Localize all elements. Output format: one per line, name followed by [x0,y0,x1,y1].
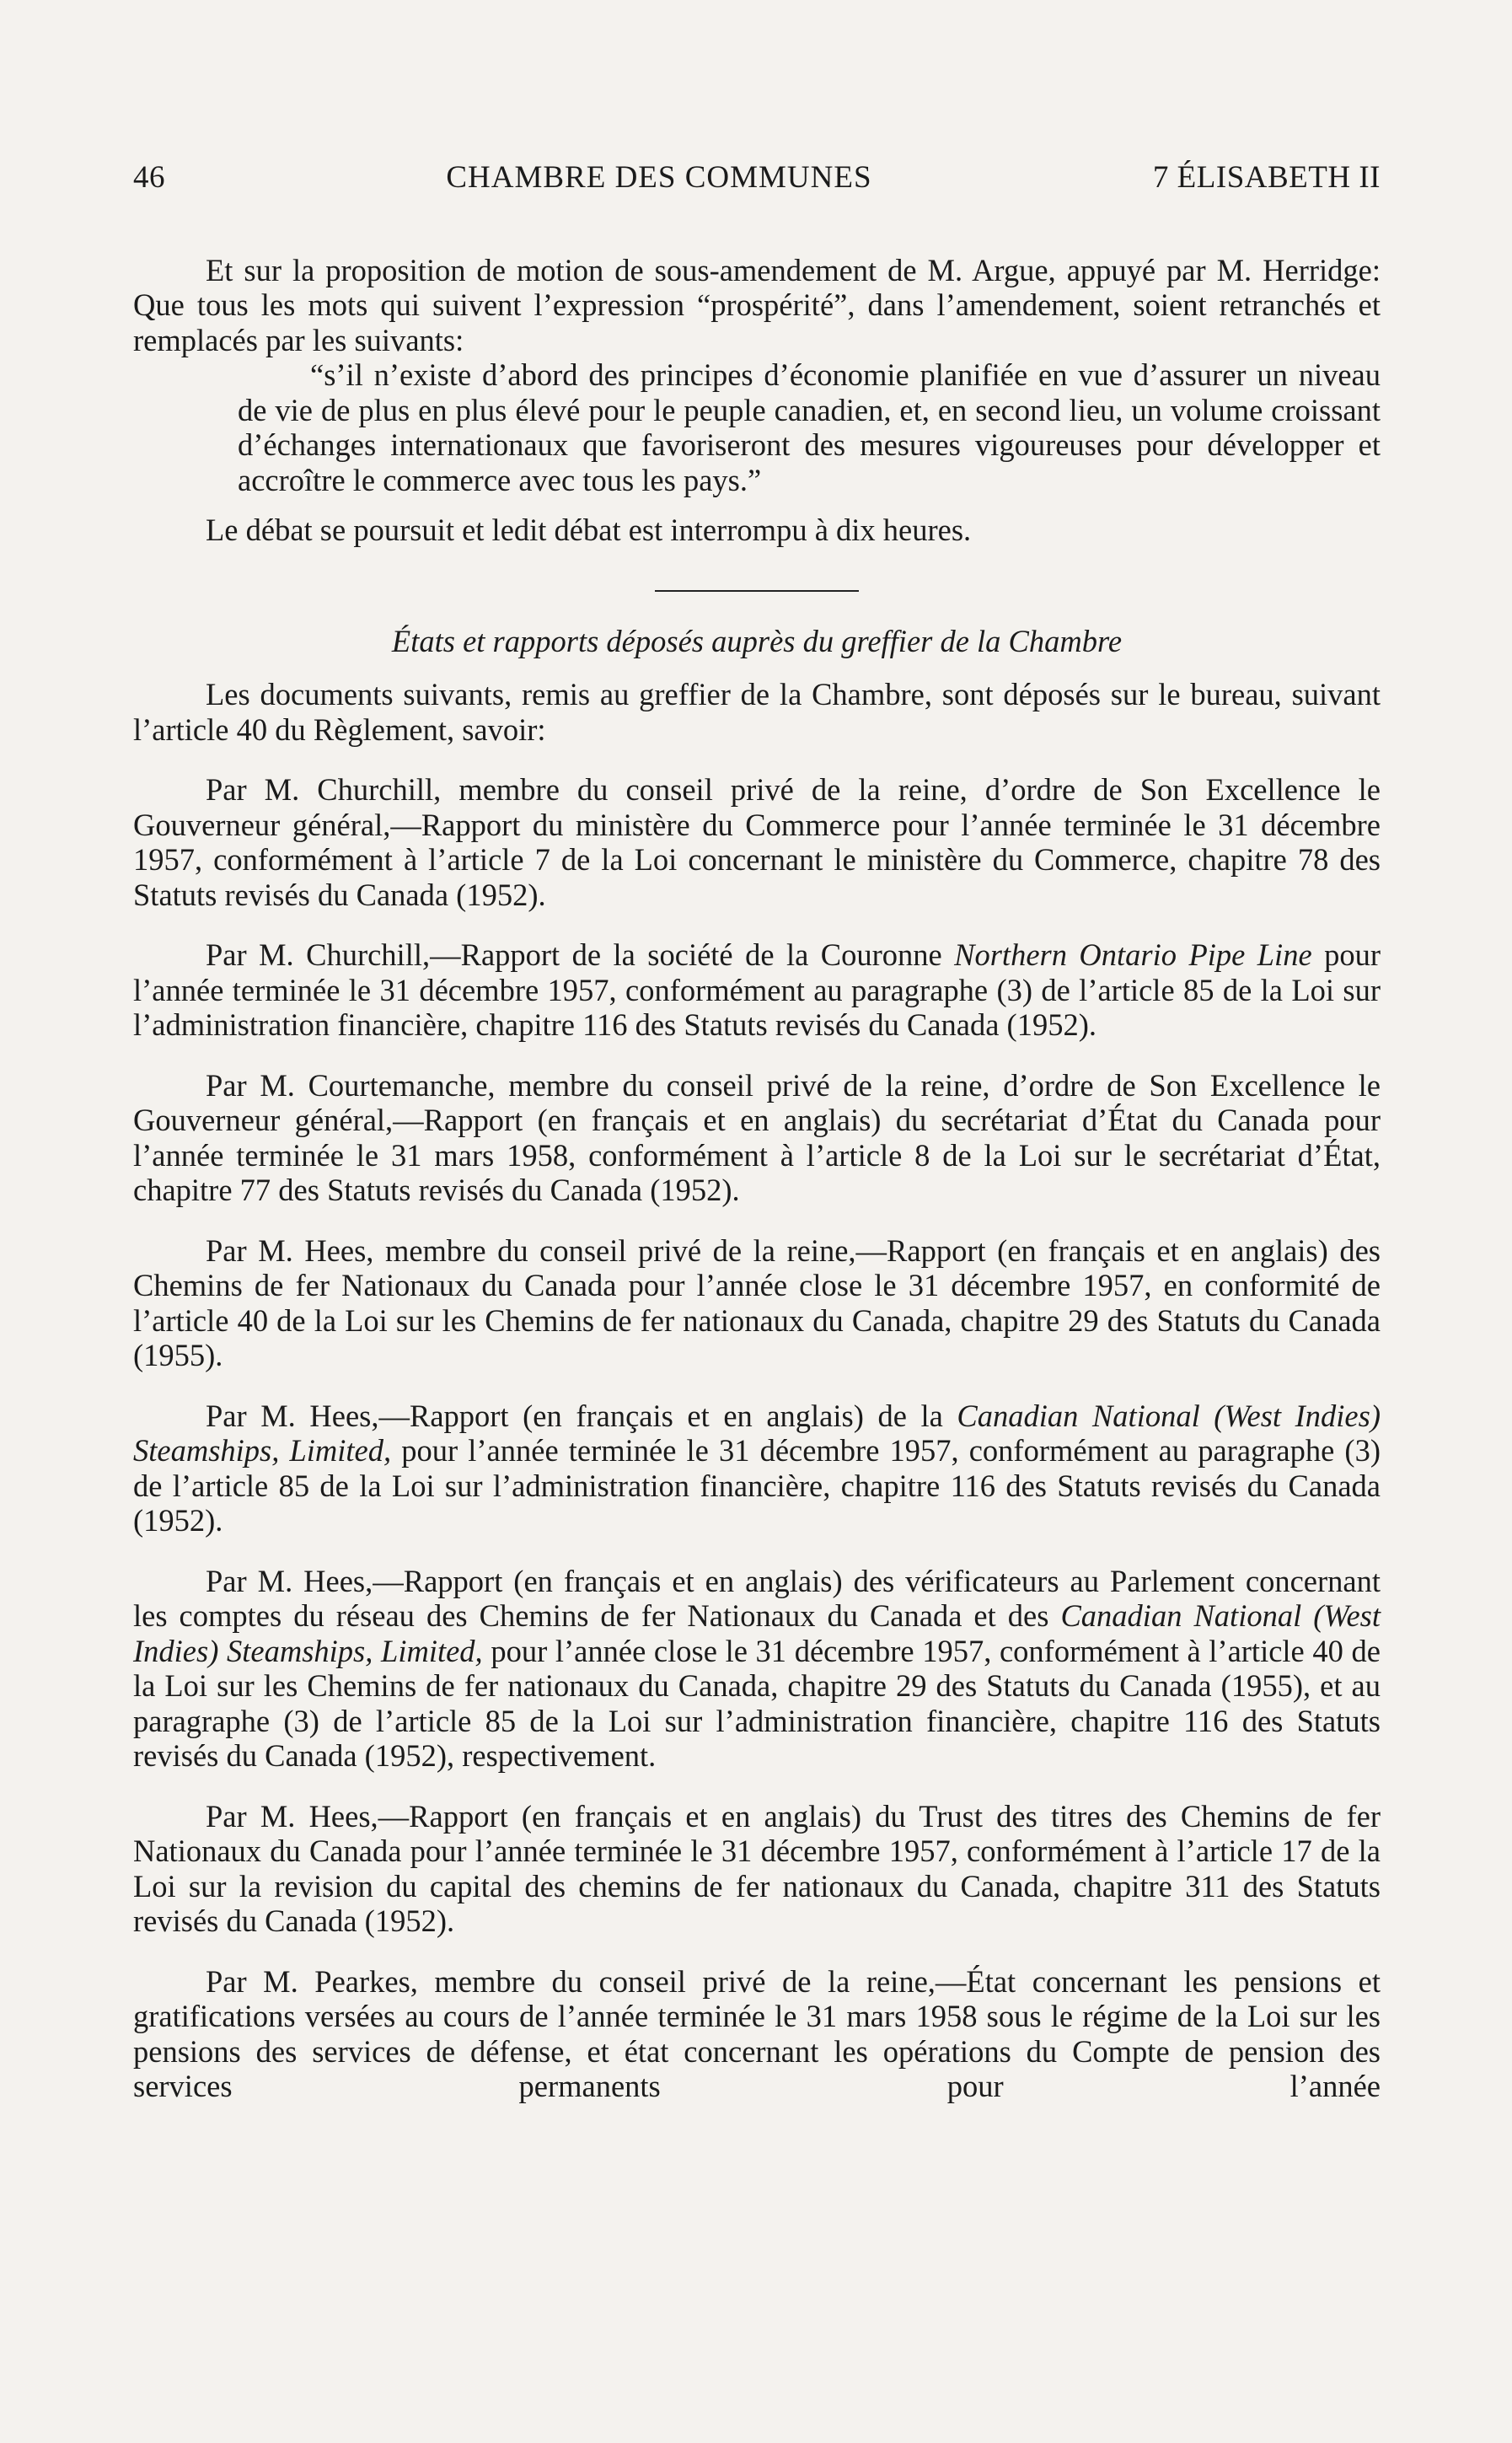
paragraph-documents-lead: Les documents suivants, remis au greffier de la Chambre, sont déposés sur le bureau, suivant l’article 40 du Règlement, savoir: [133,677,1381,747]
entry-pearkes-pensions: Par M. Pearkes, membre du conseil privé de la reine,—État concernant les pensions et gratifications versées au cours de l’année terminée le 31 mars 1958 sous le régime de la Loi sur les pensions des services de défense, et état concernant les opérations du Compte de pension des services permanents pour l’année [133,1963,1381,2103]
section-divider [655,590,859,592]
company-name: Canadian National (West Indies) Steamships, Limited, [133,1398,1381,1468]
entry-text: Par M. Churchill,—Rapport de la société de la Couronne [206,937,955,972]
running-title: CHAMBRE DES COMMUNES [446,160,872,195]
entry-text: Par M. Hees,—Rapport (en français et en anglais) de la [206,1398,957,1433]
entry-hees-cn: Par M. Hees, membre du conseil privé de la reine,—Rapport (en français et en anglais) des Chemins de fer Nationaux du Canada pour l’année close le 31 décembre 1957, en conformité de l’article 40 de la Loi sur les Chemins de fer nationaux du Canada, chapitre 29 des Statuts du Canada (1955). [133,1232,1381,1372]
entry-churchill-commerce: Par M. Churchill, membre du conseil privé de la reine, d’ordre de Son Excellence le Gouverneur général,—Rapport du ministère du Commerce pour l’année terminée le 31 décembre 1957, conformément à l’article 7 de la Loi concernant le ministère du Commerce, chapitre 78 des Statuts revisés du Canada (1952). [133,772,1381,912]
entry-courtemanche: Par M. Courtemanche, membre du conseil privé de la reine, d’ordre de Son Excellence le Gouverneur général,—Rapport (en français et en anglais) du secrétariat d’État du Canada pour l’année terminée le 31 mars 1958, conformément à l’article 8 de la Loi sur le secrétariat d’État, chapitre 77 des Statuts revisés du Canada (1952). [133,1067,1381,1207]
entry-text: pour l’année close le 31 décembre 1957, conformément à l’article 40 de la Loi sur les Chemins de fer nationaux du Canada, chapitre 29 des Statuts du Canada (1955), et au paragraphe (3) de l’article 85 de la Loi sur l’administration financière, chapitre 116 des Statuts revisés du Canada (1952), respectivement. [133,1633,1381,1773]
page-number: 46 [133,160,165,195]
document-page [133,160,1381,2104]
company-name: Northern Ontario Pipe Line [954,937,1312,972]
section-heading: États et rapports déposés auprès du greffier de la Chambre [391,623,1123,658]
entry-hees-trust: Par M. Hees,—Rapport (en français et en anglais) du Trust des titres des Chemins de fer Nationaux du Canada pour l’année terminée le 31 décembre 1957, conformément à l’article 17 de la Loi sur la revision du capital des chemins de fer nationaux du Canada, chapitre 311 des Statuts revisés du Canada (1952). [133,1798,1381,1938]
quoted-motion: “s’il n’existe d’abord des principes d’économie planifiée en vue d’assurer un niveau de vie de plus en plus élevé pour le peuple canadien, et, en second lieu, un volume croissant d’échanges internationaux que favoriseront des mesures vigoureuses pour développer et accroître le commerce avec tous les pays.” [238,357,1381,497]
page-header [133,160,1381,196]
paragraph-subamendment: Et sur la proposition de motion de sous-amendement de M. Argue, appuyé par M. Herridge: Que tous les mots qui suivent l’expression “prospérité”, dans l’amendement, soient retranchés et remplacés par les suivants: [133,252,1381,357]
entry-hees-steamships [133,1399,1381,1538]
company-name: Canadian National (West Indies) Steamships, Limited, [133,1598,1381,1668]
regnal-year: 7 ÉLISABETH II [1152,160,1381,195]
entry-text: pour l’année terminée le 31 décembre 1957, conformément au paragraphe (3) de l’article 85 de la Loi sur l’administration financière, chapitre 116 des Statuts revisés du Canada (1952). [133,937,1381,1042]
entry-text: Par M. Hees,—Rapport (en français et en anglais) des vérificateurs au Parlement concernant les comptes du réseau des Chemins de fer Nationaux du Canada et des [133,1563,1381,1633]
entry-churchill-pipeline [133,937,1381,1043]
entry-text: pour l’année terminée le 31 décembre 1957, conformément au paragraphe (3) de l’article 85 de la Loi sur l’administration financière, chapitre 116 des Statuts revisés du Canada (1952). [133,1433,1381,1538]
paragraph-debate-adjourned: Le débat se poursuit et ledit débat est interrompu à dix heures. [206,513,972,547]
entry-hees-auditors [133,1564,1381,1774]
